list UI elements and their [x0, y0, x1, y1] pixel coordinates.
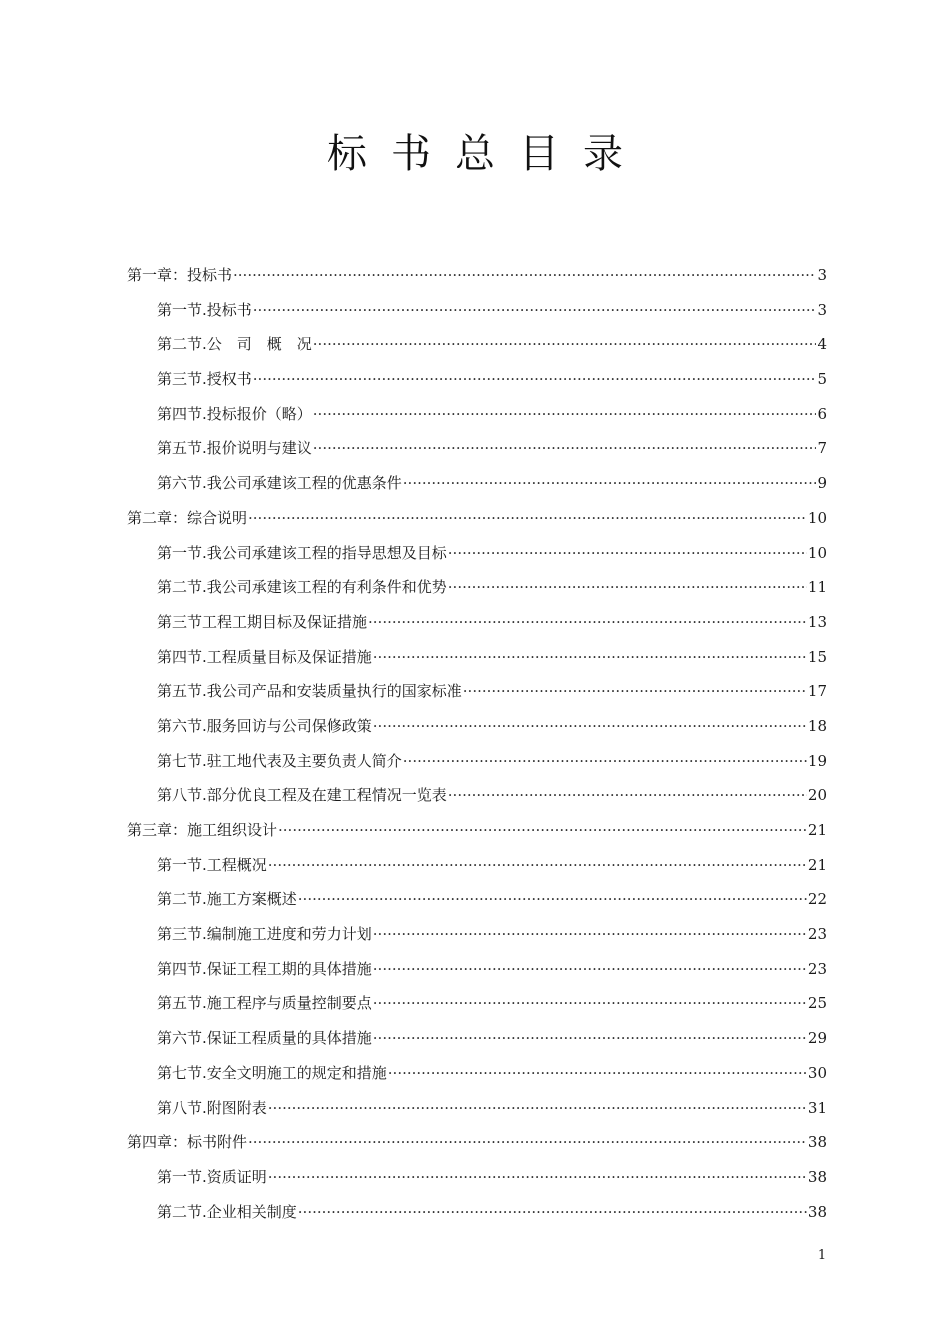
- toc-section-entry[interactable]: [127, 466, 827, 501]
- toc-entry-page-number: 10: [807, 508, 827, 527]
- toc-dot-leader: [298, 1195, 807, 1230]
- toc-entry-label: 第一节.我公司承建该工程的指导思想及目标: [157, 543, 447, 562]
- toc-section-entry[interactable]: [127, 986, 827, 1021]
- toc-entry-label: 第一节.工程概况: [157, 855, 267, 874]
- toc-dot-leader: [248, 501, 807, 536]
- toc-entry-label: 第二节.公 司 概 况: [157, 335, 312, 354]
- toc-dot-leader: [388, 1056, 807, 1091]
- toc-dot-leader: [373, 1021, 807, 1056]
- toc-entry-page-number: 20: [807, 786, 827, 805]
- toc-entry-page-number: 21: [807, 855, 827, 874]
- toc-dot-leader: [373, 952, 807, 987]
- toc-section-entry[interactable]: [127, 709, 827, 744]
- toc-entry-label: 第三节.授权书: [157, 370, 252, 389]
- table-of-contents: [127, 258, 827, 1229]
- toc-entry-page-number: 23: [807, 959, 827, 978]
- toc-dot-leader: [298, 882, 807, 917]
- toc-entry-label: 第七节.安全文明施工的规定和措施: [157, 1063, 387, 1082]
- toc-dot-leader: [313, 327, 817, 362]
- toc-entry-page-number: 18: [807, 716, 827, 735]
- toc-dot-leader: [268, 848, 807, 883]
- toc-chapter-entry[interactable]: [127, 501, 827, 536]
- toc-chapter-entry[interactable]: [127, 813, 827, 848]
- toc-entry-page-number: 9: [817, 474, 827, 493]
- toc-dot-leader: [373, 917, 807, 952]
- toc-entry-page-number: 11: [807, 578, 827, 597]
- toc-entry-page-number: 6: [817, 404, 827, 423]
- toc-dot-leader: [268, 1091, 807, 1126]
- toc-entry-label: 第二节.企业相关制度: [157, 1202, 297, 1221]
- toc-dot-leader: [373, 640, 807, 675]
- toc-entry-label: 第三节.编制施工进度和劳力计划: [157, 925, 372, 944]
- toc-dot-leader: [448, 570, 807, 605]
- toc-dot-leader: [268, 1160, 807, 1195]
- toc-entry-label: 第五节.报价说明与建议: [157, 439, 312, 458]
- toc-dot-leader: [368, 605, 807, 640]
- toc-dot-leader: [253, 293, 817, 328]
- toc-entry-label: 第八节.部分优良工程及在建工程情况一览表: [157, 786, 447, 805]
- toc-dot-leader: [373, 709, 807, 744]
- toc-dot-leader: [278, 813, 807, 848]
- toc-chapter-entry[interactable]: [127, 1125, 827, 1160]
- toc-section-entry[interactable]: [127, 327, 827, 362]
- toc-entry-label: 第六节.服务回访与公司保修政策: [157, 716, 372, 735]
- toc-dot-leader: [448, 778, 807, 813]
- toc-entry-label: 第二节.我公司承建该工程的有利条件和优势: [157, 578, 447, 597]
- toc-section-entry[interactable]: [127, 1195, 827, 1230]
- toc-dot-leader: [313, 397, 817, 432]
- toc-entry-label: 第一章：投标书: [127, 266, 233, 284]
- toc-entry-label: 第一节.资质证明: [157, 1167, 267, 1186]
- toc-dot-leader: [403, 466, 817, 501]
- toc-entry-label: 第四章：标书附件: [127, 1133, 248, 1152]
- toc-entry-label: 第五节.施工程序与质量控制要点: [157, 994, 372, 1013]
- toc-entry-page-number: 15: [807, 647, 827, 666]
- toc-entry-label: 第七节.驻工地代表及主要负责人简介: [157, 751, 402, 770]
- toc-entry-page-number: 4: [817, 335, 827, 354]
- toc-entry-page-number: 30: [807, 1063, 827, 1082]
- toc-entry-page-number: 13: [807, 612, 827, 631]
- toc-entry-page-number: 38: [807, 1167, 827, 1186]
- toc-section-entry[interactable]: [127, 952, 827, 987]
- toc-entry-label: 第一节.投标书: [157, 300, 252, 319]
- toc-entry-label: 第二节.施工方案概述: [157, 890, 297, 909]
- toc-entry-label: 第四节.投标报价（略）: [157, 404, 312, 423]
- toc-entry-page-number: 38: [807, 1133, 827, 1152]
- toc-entry-page-number: 22: [807, 890, 827, 909]
- toc-entry-page-number: 21: [807, 821, 827, 839]
- toc-section-entry[interactable]: [127, 293, 827, 328]
- toc-dot-leader: [448, 536, 807, 571]
- toc-section-entry[interactable]: [127, 848, 827, 883]
- toc-entry-label: 第六节.我公司承建该工程的优惠条件: [157, 474, 402, 493]
- toc-dot-leader: [463, 674, 807, 709]
- toc-dot-leader: [253, 362, 817, 397]
- toc-section-entry[interactable]: [127, 1160, 827, 1195]
- toc-section-entry[interactable]: [127, 1091, 827, 1126]
- toc-entry-page-number: 17: [807, 682, 827, 701]
- toc-dot-leader: [373, 986, 807, 1021]
- toc-entry-label: 第五节.我公司产品和安装质量执行的国家标准: [157, 682, 462, 701]
- toc-entry-page-number: 3: [817, 300, 827, 319]
- toc-section-entry[interactable]: [127, 744, 827, 779]
- toc-entry-label: 第三章：施工组织设计: [127, 821, 278, 839]
- toc-entry-page-number: 38: [807, 1202, 827, 1221]
- toc-entry-label: 第二章：综合说明: [127, 508, 248, 527]
- toc-entry-page-number: 23: [807, 925, 827, 944]
- toc-dot-leader: [233, 258, 816, 293]
- toc-section-entry[interactable]: [127, 397, 827, 432]
- toc-dot-leader: [248, 1125, 807, 1160]
- toc-entry-label: 第六节.保证工程质量的具体措施: [157, 1029, 372, 1048]
- toc-dot-leader: [403, 744, 807, 779]
- document-title: 标书总目录: [327, 131, 647, 177]
- toc-entry-label: 第三节工程工期目标及保证措施: [157, 612, 368, 631]
- toc-section-entry[interactable]: [127, 536, 827, 571]
- toc-section-entry[interactable]: [127, 917, 827, 952]
- toc-section-entry[interactable]: [127, 778, 827, 813]
- toc-entry-page-number: 19: [807, 751, 827, 770]
- toc-entry-label: 第八节.附图附表: [157, 1098, 267, 1117]
- toc-entry-page-number: 10: [807, 543, 827, 562]
- toc-entry-label: 第四节.工程质量目标及保证措施: [157, 647, 372, 666]
- toc-entry-page-number: 31: [807, 1098, 827, 1117]
- toc-section-entry[interactable]: [127, 1056, 827, 1091]
- toc-entry-page-number: 7: [817, 439, 827, 458]
- toc-entry-page-number: 5: [817, 370, 827, 389]
- toc-section-entry[interactable]: [127, 640, 827, 675]
- toc-section-entry[interactable]: [127, 362, 827, 397]
- toc-section-entry[interactable]: [127, 570, 827, 605]
- toc-section-entry[interactable]: [127, 1021, 827, 1056]
- toc-entry-label: 第四节.保证工程工期的具体措施: [157, 959, 372, 978]
- toc-section-entry[interactable]: [127, 674, 827, 709]
- toc-dot-leader: [313, 431, 817, 466]
- page-number: 1: [817, 1248, 827, 1263]
- toc-entry-page-number: 29: [807, 1029, 827, 1048]
- toc-entry-page-number: 3: [817, 266, 827, 284]
- toc-entry-page-number: 25: [807, 994, 827, 1013]
- toc-section-entry[interactable]: [127, 431, 827, 466]
- toc-section-entry[interactable]: [127, 605, 827, 640]
- toc-section-entry[interactable]: [127, 882, 827, 917]
- toc-chapter-entry[interactable]: [127, 258, 827, 293]
